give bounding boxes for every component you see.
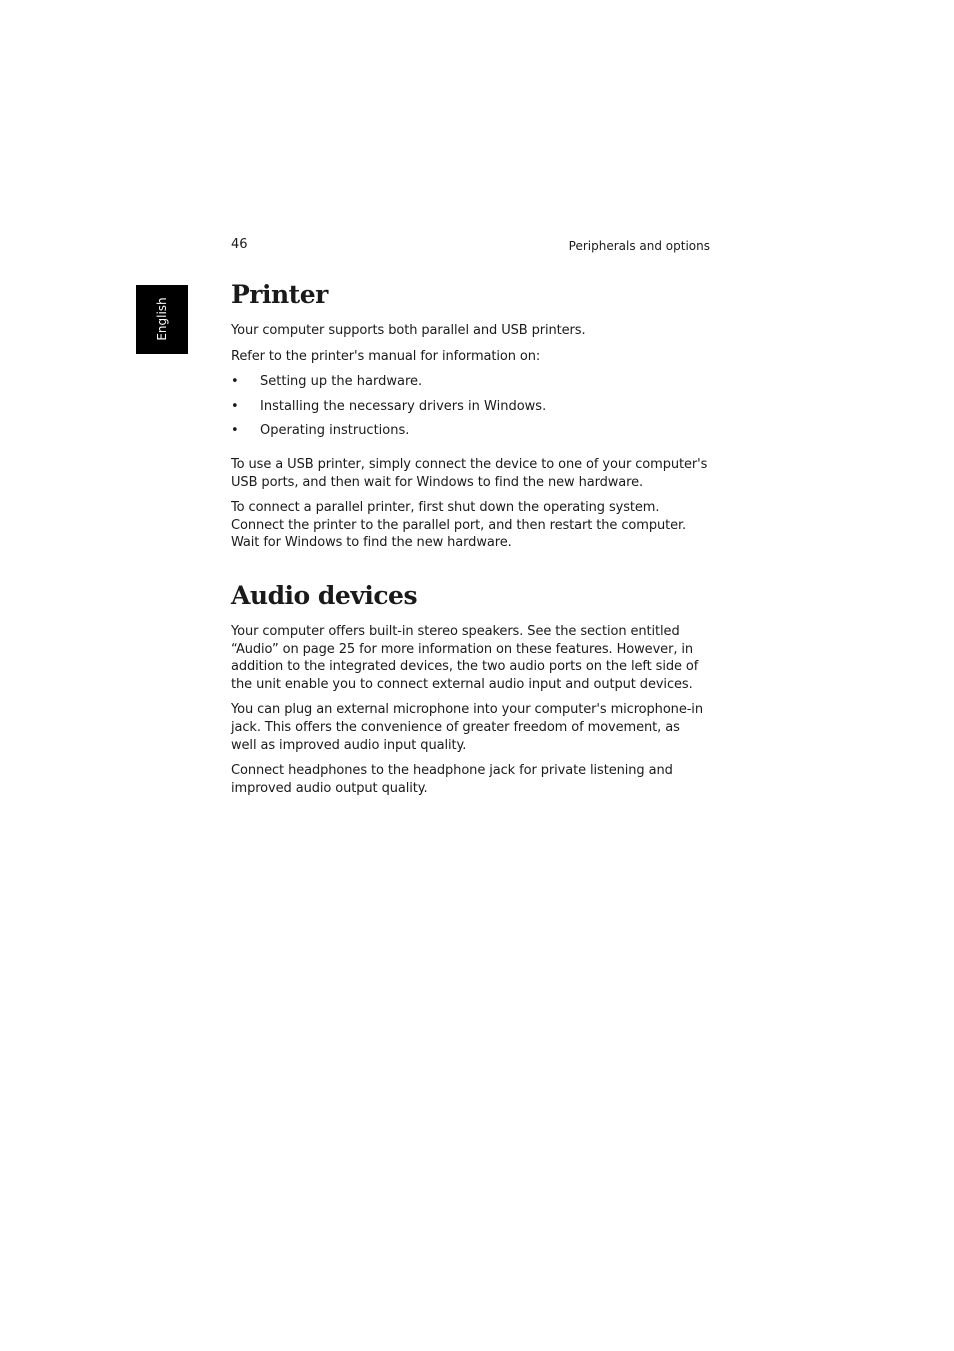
list-item-text: Installing the necessary drivers in Windows. bbox=[260, 398, 547, 414]
page-content bbox=[231, 278, 709, 797]
list-item bbox=[231, 398, 709, 416]
list-item bbox=[231, 422, 709, 440]
bullet-icon: • bbox=[231, 423, 239, 439]
bullet-icon: • bbox=[231, 398, 239, 414]
language-tab bbox=[136, 285, 188, 354]
audio-heading: Audio devices bbox=[231, 580, 418, 610]
printer-parallel-paragraph: To connect a parallel printer, first shut down the operating system. Connect the printer to the parallel port, and then restart the computer. Wait for Windows to find the new hardware. bbox=[231, 500, 687, 551]
page-number: 46 bbox=[231, 237, 248, 252]
printer-heading: Printer bbox=[231, 280, 328, 309]
list-item-text: Setting up the hardware. bbox=[260, 374, 423, 390]
bullet-icon: • bbox=[231, 374, 239, 390]
printer-refer: Refer to the printer's manual for information on: bbox=[231, 348, 541, 364]
audio-paragraph-3: Connect headphones to the headphone jack for private listening and improved audio output quality. bbox=[231, 763, 673, 796]
audio-paragraph-1: Your computer offers built-in stereo speakers. See the section entitled “Audio” on page 25 for more information on these features. However, in addition to the integrated devices, the two audio ports on the left side of the unit enable you to connect external audio input and output devices. bbox=[231, 623, 699, 692]
printer-usb-paragraph: To use a USB printer, simply connect the device to one of your computer's USB ports, and then wait for Windows to find the new hardware. bbox=[231, 456, 708, 490]
list-item-text: Operating instructions. bbox=[260, 423, 410, 439]
list-item bbox=[231, 373, 709, 391]
audio-paragraph-2: You can plug an external microphone into your computer's microphone-in jack. This offers the convenience of greater freedom of movement, as well as improved audio input quality. bbox=[231, 702, 703, 753]
printer-bullet-list bbox=[231, 373, 709, 440]
printer-intro: Your computer supports both parallel and USB printers. bbox=[231, 323, 586, 338]
running-header: Peripherals and options bbox=[568, 239, 710, 253]
language-tab-label: English bbox=[155, 297, 169, 341]
